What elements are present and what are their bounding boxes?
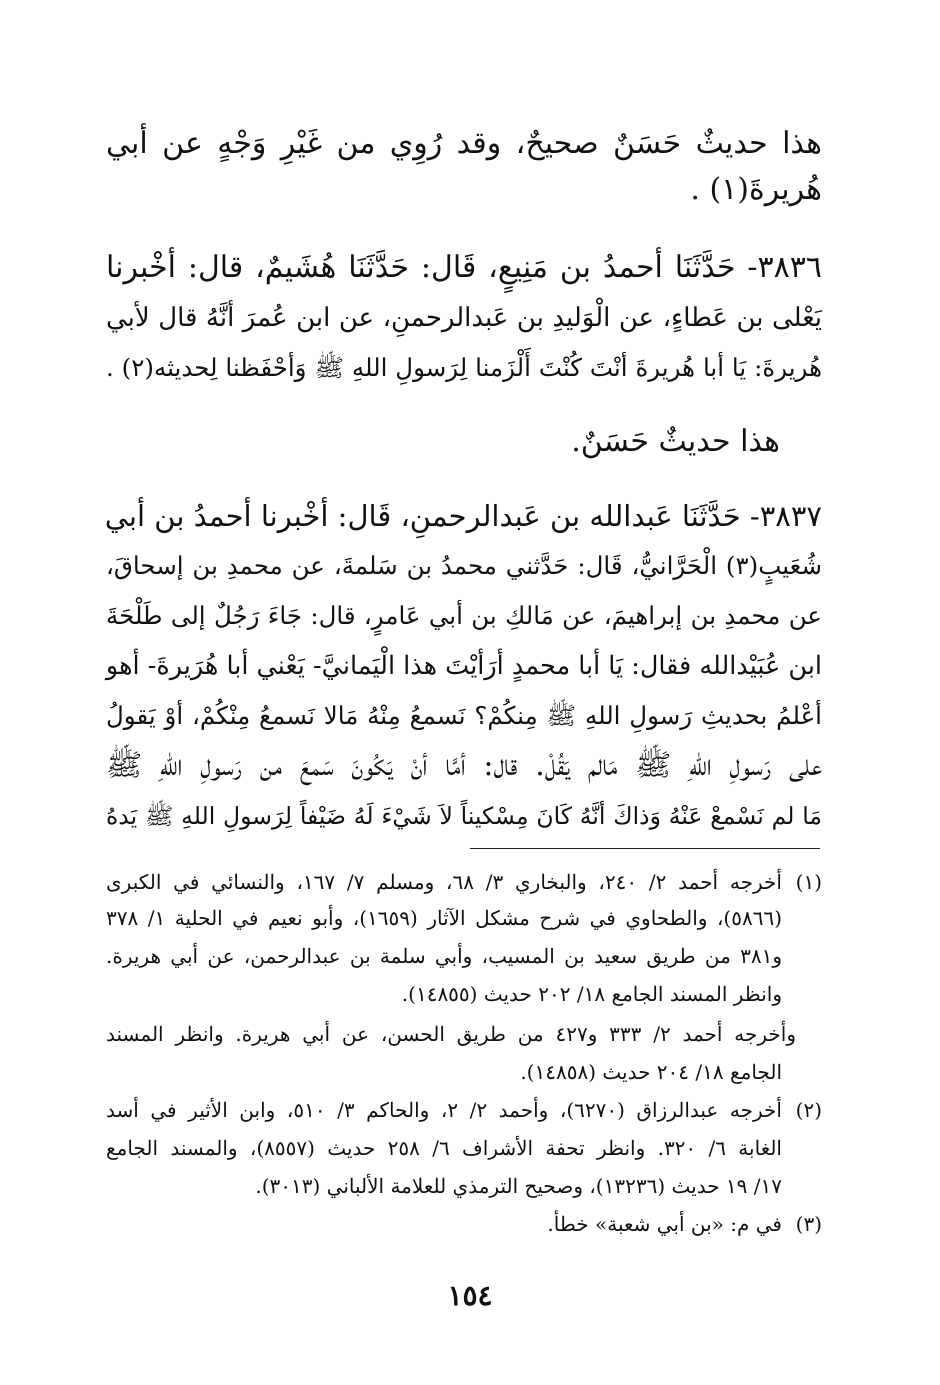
footnote-line: الجامع ١٨/ ٢٠٤ حديث (١٤٨٥٨). — [520, 1060, 782, 1084]
footnote-line: أخرجه أحمد ٢/ ٢٤٠، والبخاري ٣/ ٦٨، ومسلم ٧/ ١٦٧، والنسائي في الكبرى — [106, 870, 782, 894]
footnote-line: أخرجه عبدالرزاق (٦٢٧٠)، وأحمد ٢/ ٢، والحاكم ٣/ ٥١٠، وابن الأثير في أسد — [106, 1098, 782, 1122]
footnote-line: في م: «بن أبي شعبة» خطأ. — [547, 1212, 782, 1236]
hadith-3836-line: هُريرةَ: يَا أبا هُريرةَ أنْتَ كُنْتَ أَلْزَمنا لِرَسولِ اللهِ ﷺ وَأحْفَظنا لِحديثه(٢) . — [106, 353, 822, 382]
footnote-number: (٣) — [795, 1212, 822, 1236]
page-number: ١٥٤ — [447, 1279, 493, 1312]
hadith-3837-line: ٣٨٣٧- حَدَّثَنَا عَبدالله بن عَبدالرحمنِ، قَال: أخْبرنا أحمدُ بن أبي — [104, 499, 822, 533]
hadith-3836-line: ٣٨٣٦- حَدَّثَنَا أحمدُ بن مَنِيعٍ، قَال: حَدَّثَنَا هُشَيمٌ، قال: أخْبرنا — [106, 250, 822, 285]
footnote-line: وأخرجه أحمد ٢/ ٣٣٣ و٤٢٧ من طريق الحسن، عن أبي هريرة. وانظر المسند — [106, 1022, 796, 1046]
footnote-divider — [470, 848, 820, 849]
hadith-3837-line: عن محمدِ بن إبراهيمَ، عن مَالكِ بن أبي عَامرٍ، قال: جَاءَ رَجُلٌ إلى طَلْحَةَ — [106, 601, 822, 630]
footnote-number: (١) — [795, 870, 822, 894]
hadith-3836-line: يَعْلى بن عَطاءٍ، عن الْوَليدِ بن عَبدالرحمنِ، عن ابن عُمرَ أنَّهُ قال لأبي — [106, 303, 822, 333]
hadith-3837-line: أعْلمُ بحديثِ رَسولِ اللهِ ﷺ مِنكُمْ؟ نَسمعُ مِنْهُ مَالا نَسمعُ مِنْكُمْ، أوْ يَقولُ — [106, 701, 822, 730]
main-text-line: هذا حديثٌ حَسَنٌ صحيحٌ، وقد رُوِي من غَيْرِ وَجْهٍ عن أبي — [106, 126, 822, 161]
hadith-3837-line: على رَسولِ اللهِ ﷺ مَالم يَقُلْ. قال: أمَّا أنْ يَكُونَ سَمعَ من رَسولِ اللهِ ﷺ — [106, 748, 822, 783]
hadith-3837-line: ابن عُبَيْدالله فقال: يَا أبا محمدٍ أرَأيْتَ هذا الْيَمانيَّ- يَعْني أبا هُرَيرةَ- أهو — [105, 651, 822, 681]
footnote-number: (٢) — [795, 1098, 822, 1122]
footnote-line: الغابة ٦/ ٣٢٠. وانظر تحفة الأشراف ٦/ ٢٥٨ حديث (٨٥٥٧)، والمسند الجامع — [106, 1136, 782, 1160]
footnote-line: ١٧/ ١٩ حديث (١٣٢٣٦)، وصحيح الترمذي للعلامة الألباني (٣٠١٣). — [255, 1174, 782, 1198]
footnote-line: و٣٨١ من طريق سعيد بن المسيب، وأبي سلمة بن عبدالرحمن، عن أبي هريرة. — [106, 944, 782, 968]
footnote-line: وانظر المسند الجامع ١٨/ ٢٠٢ حديث (١٤٨٥٥). — [401, 982, 782, 1006]
main-text-line: هُريرةَ(١) . — [690, 172, 822, 207]
footnote-line: (٥٨٦٦)، والطحاوي في شرح مشكل الآثار (١٦٥٩)، وأبو نعيم في الحلية ١/ ٣٧٨ — [106, 906, 782, 930]
grading-line: هذا حديثٌ حَسَنٌ. — [571, 424, 780, 459]
hadith-3837-line: شُعَيبٍ(٣) الْحَرَّانيُّ، قَال: حَدَّثني محمدُ بن سَلمةَ، عن محمدِ بن إسحاقَ، — [106, 551, 822, 580]
hadith-3837-line: مَا لم نَسْمعْ عَنْهُ وَذاكَ أنَّهُ كَانَ مِسْكيناً لاَ شَيْءَ لَهُ ضَيْفاً لِرَسولِ اللهِ ﷺ يَدهُ — [106, 802, 822, 830]
